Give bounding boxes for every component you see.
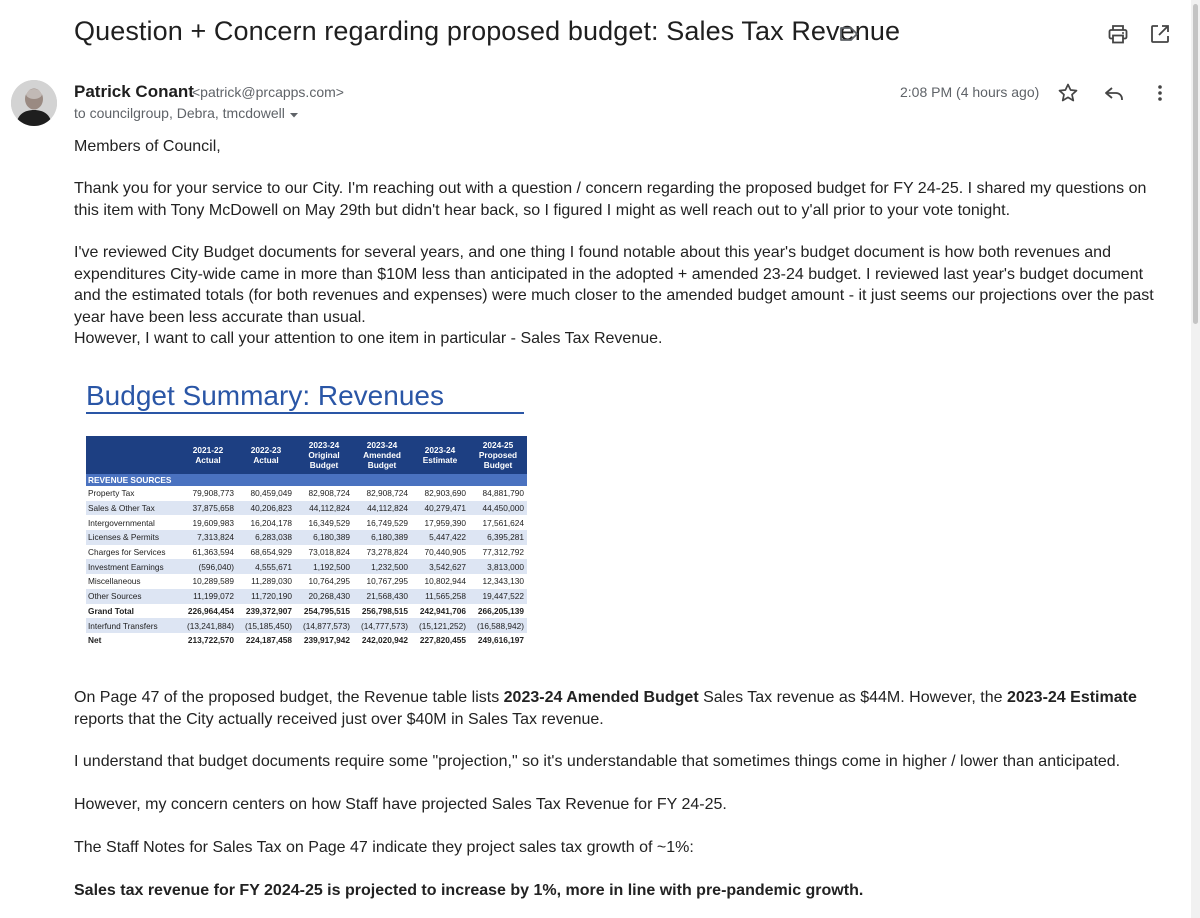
table-row bbox=[86, 589, 527, 604]
table-cell: 82,903,690 bbox=[424, 488, 466, 499]
open-in-new-icon[interactable] bbox=[1148, 22, 1172, 46]
p5-text-e: reports that the City actually received just over $40M in Sales Tax revenue. bbox=[74, 710, 604, 728]
table-row-label: Licenses & Permits bbox=[86, 530, 179, 545]
table-cell: (14,877,573) bbox=[295, 618, 353, 633]
table-section-row bbox=[86, 474, 527, 486]
recipients: to councilgroup, Debra, tmcdowell bbox=[74, 105, 285, 121]
sender-email: <patrick@prcapps.com> bbox=[192, 84, 344, 100]
table-cell: 11,199,072 bbox=[179, 589, 237, 604]
table-cell: 11,720,190 bbox=[237, 589, 295, 604]
table-cell: (15,121,252) bbox=[411, 618, 469, 633]
table-row bbox=[86, 633, 527, 648]
paragraph-concern: However, my concern centers on how Staff have projected Sales Tax Revenue for FY 24-25. bbox=[74, 796, 727, 813]
email-subject: Question + Concern regarding proposed budget: Sales Tax Revenue bbox=[74, 16, 901, 46]
budget-title-underline bbox=[86, 412, 524, 414]
p5-text-c: Sales Tax revenue as $44M. However, the bbox=[698, 689, 1007, 706]
table-header-cell: 2023-24 Estimate bbox=[411, 436, 469, 474]
table-cell: 249,616,197 bbox=[477, 635, 524, 646]
table-row bbox=[86, 530, 527, 545]
table-row bbox=[86, 515, 527, 530]
table-cell: 17,959,390 bbox=[424, 517, 466, 528]
table-cell: 239,917,942 bbox=[303, 635, 350, 646]
table-cell: 37,875,658 bbox=[179, 501, 237, 516]
table-cell: 6,283,038 bbox=[237, 530, 295, 545]
budget-table-header bbox=[86, 436, 527, 474]
table-section-label: REVENUE SOURCES bbox=[86, 474, 527, 486]
paragraph-review: I've reviewed City Budget documents for several years, and one thing I found notable about this year's budget document is how both revenues and expenditures City-wide came in more than $10M less than anticipated in the adopted + amended 23-24 budget. I reviewed last year's budget document and the estimated totals (for both revenues and expenses) were much closer to the amended budget amount - it just seems our projections over the past year have been less accurate than usual. bbox=[74, 244, 1154, 326]
paragraph-attention: However, I want to call your attention to one item in particular - Sales Tax Revenue. bbox=[74, 330, 663, 347]
table-row bbox=[86, 574, 527, 589]
table-cell: 61,363,594 bbox=[192, 547, 234, 558]
table-cell: 6,180,389 bbox=[353, 530, 411, 545]
table-cell: 10,764,295 bbox=[308, 576, 350, 587]
greeting: Members of Council, bbox=[74, 138, 221, 155]
paragraph-page47 bbox=[74, 687, 1159, 730]
table-row-label: Grand Total bbox=[88, 605, 134, 616]
table-row bbox=[86, 501, 527, 516]
table-cell: 77,312,792 bbox=[482, 547, 524, 558]
table-cell: 44,450,000 bbox=[469, 501, 527, 516]
table-row-label: Net bbox=[88, 635, 102, 646]
table-cell: 227,820,455 bbox=[419, 635, 466, 646]
table-cell: 68,654,929 bbox=[250, 547, 292, 558]
sender-name[interactable]: Patrick Conant bbox=[74, 82, 194, 101]
table-cell: 254,795,515 bbox=[303, 605, 350, 616]
table-cell: 79,908,773 bbox=[192, 488, 234, 499]
table-row-label: Interfund Transfers bbox=[86, 618, 179, 633]
budget-summary-title: Budget Summary: Revenues bbox=[86, 380, 444, 411]
table-cell: 6,395,281 bbox=[469, 530, 527, 545]
table-header-cell: 2024-25 Proposed Budget bbox=[469, 436, 527, 474]
table-cell: 10,802,944 bbox=[424, 576, 466, 587]
table-cell: 70,440,905 bbox=[424, 547, 466, 558]
table-cell: 21,568,430 bbox=[353, 589, 411, 604]
label-icon[interactable] bbox=[838, 25, 860, 43]
avatar[interactable] bbox=[11, 80, 57, 126]
scrollbar-thumb[interactable] bbox=[1193, 4, 1198, 324]
table-cell: 17,561,624 bbox=[482, 517, 524, 528]
table-cell: 73,278,824 bbox=[366, 547, 408, 558]
table-cell: 40,206,823 bbox=[237, 501, 295, 516]
table-header-cell: 2023-24 Amended Budget bbox=[353, 436, 411, 474]
p5-amended-budget: 2023-24 Amended Budget bbox=[503, 689, 699, 706]
table-cell: 10,767,295 bbox=[366, 576, 408, 587]
table-cell: 40,279,471 bbox=[411, 501, 469, 516]
table-cell: 44,112,824 bbox=[295, 501, 353, 516]
table-cell: (13,241,884) bbox=[179, 618, 237, 633]
table-cell: 10,289,589 bbox=[192, 576, 234, 587]
table-row bbox=[86, 559, 527, 574]
table-cell: 239,372,907 bbox=[245, 605, 292, 616]
table-row-label: Sales & Other Tax bbox=[86, 501, 179, 516]
table-cell: 80,459,049 bbox=[250, 488, 292, 499]
table-header-cell: 2022-23 Actual bbox=[237, 436, 295, 474]
table-cell: 256,798,515 bbox=[361, 605, 408, 616]
table-cell: 6,180,389 bbox=[295, 530, 353, 545]
table-cell: 242,941,706 bbox=[419, 605, 466, 616]
table-cell: 16,749,529 bbox=[366, 517, 408, 528]
table-cell: 16,204,178 bbox=[250, 517, 292, 528]
table-cell: 11,565,258 bbox=[411, 589, 469, 604]
p5-text-a: On Page 47 of the proposed budget, the Revenue table lists bbox=[74, 689, 504, 706]
table-row bbox=[86, 545, 527, 560]
table-cell: 11,289,030 bbox=[251, 576, 292, 587]
budget-table bbox=[86, 436, 527, 648]
table-cell: (15,185,450) bbox=[237, 618, 295, 633]
table-cell: 242,020,942 bbox=[361, 635, 408, 646]
star-icon[interactable] bbox=[1056, 81, 1080, 105]
table-row-label: Property Tax bbox=[88, 488, 135, 499]
table-cell: (16,588,942) bbox=[469, 618, 527, 633]
avatar-photo bbox=[11, 80, 57, 126]
table-cell: 19,609,983 bbox=[192, 517, 234, 528]
table-cell: 213,722,570 bbox=[187, 635, 234, 646]
table-cell: 1,192,500 bbox=[295, 559, 353, 574]
table-row-label: Other Sources bbox=[86, 589, 179, 604]
paragraph-intro: Thank you for your service to our City. I'm reaching out with a question / concern regarding the proposed budget for FY 24-25. I shared my questions on this item with Tony McDowell on May 29th but didn't hear back, so I figured I might as well reach out to y'all prior to your vote tonight. bbox=[74, 180, 1147, 219]
table-cell: 19,447,522 bbox=[469, 589, 527, 604]
table-cell: (14,777,573) bbox=[353, 618, 411, 633]
table-cell: 73,018,824 bbox=[308, 547, 350, 558]
table-header-cell: 2021-22 Actual bbox=[179, 436, 237, 474]
table-cell: 266,205,139 bbox=[477, 605, 524, 616]
table-cell: 3,813,000 bbox=[469, 559, 527, 574]
table-cell: 224,187,458 bbox=[245, 635, 292, 646]
table-cell: 1,232,500 bbox=[353, 559, 411, 574]
table-row-label: Investment Earnings bbox=[86, 559, 179, 574]
table-cell: 12,343,130 bbox=[482, 576, 524, 587]
table-cell: (596,040) bbox=[179, 559, 237, 574]
table-cell: 44,112,824 bbox=[353, 501, 411, 516]
quote-staff-note: Sales tax revenue for FY 2024-25 is projected to increase by 1%, more in line with pre-pandemic growth. bbox=[74, 882, 864, 899]
table-row-label: Miscellaneous bbox=[88, 576, 141, 587]
print-icon[interactable] bbox=[1106, 22, 1130, 46]
p5-estimate: 2023-24 Estimate bbox=[1006, 689, 1137, 706]
more-vert-icon[interactable] bbox=[1148, 81, 1172, 105]
paragraph-projection: I understand that budget documents require some "projection," so it's understandable that sometimes things come in higher / lower than anticipated. bbox=[74, 753, 1121, 770]
table-row bbox=[86, 604, 527, 619]
table-row-label: Intergovernmental bbox=[88, 517, 155, 528]
table-cell: 3,542,627 bbox=[411, 559, 469, 574]
paragraph-staff-notes: The Staff Notes for Sales Tax on Page 47 indicate they project sales tax growth of ~1%: bbox=[74, 839, 694, 856]
table-header-cell bbox=[86, 436, 179, 474]
table-row bbox=[86, 618, 527, 633]
table-cell: 20,268,430 bbox=[295, 589, 353, 604]
table-cell: 7,313,824 bbox=[179, 530, 237, 545]
reply-icon[interactable] bbox=[1102, 81, 1126, 105]
table-cell: 82,908,724 bbox=[366, 488, 408, 499]
table-cell: 4,555,671 bbox=[237, 559, 295, 574]
table-header-cell: 2023-24 Original Budget bbox=[295, 436, 353, 474]
table-cell: 5,447,422 bbox=[411, 530, 469, 545]
table-row-label: Charges for Services bbox=[88, 547, 166, 558]
table-cell: 84,881,790 bbox=[482, 488, 524, 499]
table-cell: 226,964,454 bbox=[187, 605, 234, 616]
timestamp: 2:08 PM (4 hours ago) bbox=[900, 84, 1040, 100]
table-cell: 16,349,529 bbox=[308, 517, 350, 528]
table-row bbox=[86, 486, 527, 501]
table-cell: 82,908,724 bbox=[308, 488, 350, 499]
chevron-down-icon[interactable] bbox=[288, 110, 300, 120]
